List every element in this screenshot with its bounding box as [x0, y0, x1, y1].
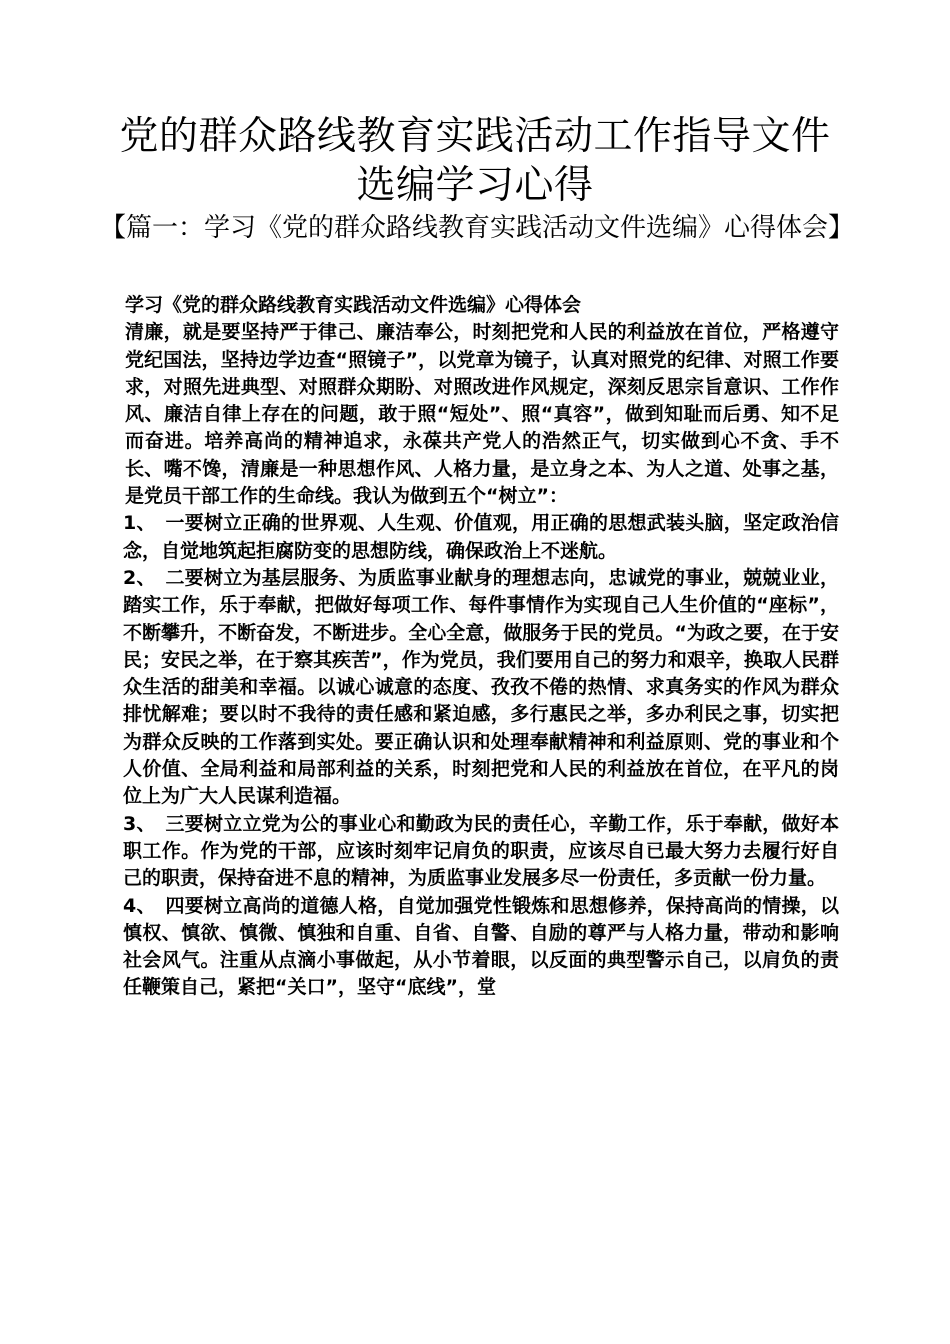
article-heading: 学习《党的群众路线教育实践活动文件选编》心得体会: [125, 294, 582, 316]
numbered-paragraph-4: 4、 四要树立高尚的道德人格，自觉加强党性锻炼和思想修养，保持高尚的情操，以慎权、慎欲、慎微、慎独和自重、自省、自警、自励的尊严与人格力量，带动和影响社会风气。注重从点滴小事做起，从小节着眼，以反面的典型警示自己，以肩负的责任鞭策自己，紧把“关口”，坚守“底线”，堂: [123, 894, 839, 999]
document-subtitle: 【篇一：学习《党的群众路线教育实践活动文件选编》心得体会】: [100, 213, 855, 243]
intro-paragraph: 清廉，就是要坚持严于律己、廉洁奉公，时刻把党和人民的利益放在首位，严格遵守党纪国法，坚持边学边查“照镜子”，以党章为镜子，认真对照党的纪律、对照工作要求，对照先进典型、对照群众期盼、对照改进作风规定，深刻反思宗旨意识、工作作风、廉洁自律上存在的问题，敢于照“短处”、照“真容”，做到知耻而后勇、知不足而奋进。培养高尚的精神追求，永葆共产党人的浩然正气，切实做到心不贪、手不长、嘴不馋，清廉是一种思想作风、人格力量，是立身之本、为人之道、处事之基，是党员干部工作的生命线。我认为做到五个“树立”：: [125, 321, 839, 508]
numbered-paragraph-2: 2、 二要树立为基层服务、为质监事业献身的理想志向，忠诚党的事业，兢兢业业，踏实工作，乐于奉献，把做好每项工作、每件事情作为实现自己人生价值的“座标”，不断攀升，不断奋发，不断进步。全心全意，做服务于民的党员。“为政之要，在于安民；安民之举，在于察其疾苦”，作为党员，我们要用自己的努力和艰辛，换取人民群众生活的甜美和幸福。以诚心诚意的态度、孜孜不倦的热情、求真务实的作风为群众排忧解难；要以时不我待的责任感和紧迫感，多行惠民之举，多办利民之事，切实把为群众反映的工作落到实处。要正确认识和处理奉献精神和利益原则、党的事业和个人价值、全局利益和局部利益的关系，时刻把党和人民的利益放在首位，在平凡的岗位上为广大人民谋利造福。: [123, 566, 839, 808]
document-body: [117, 292, 839, 1002]
numbered-paragraph-3: 3、 三要树立立党为公的事业心和勤政为民的责任心，辛勤工作，乐于奉献，做好本职工作。作为党的干部，应该时刻牢记肩负的职责，应该尽自已最大努力去履行好自己的职责，保持奋进不息的精神，为质监事业发展多尽一份责任，多贡献一份力量。: [123, 812, 839, 890]
document-title: 党的群众路线教育实践活动工作指导文件选编学习心得: [119, 114, 831, 208]
numbered-paragraph-1: 1、 一要树立正确的世界观、人生观、价值观，用正确的思想武装头脑，坚定政治信念，自觉地筑起拒腐防变的思想防线，确保政治上不迷航。: [123, 512, 839, 562]
